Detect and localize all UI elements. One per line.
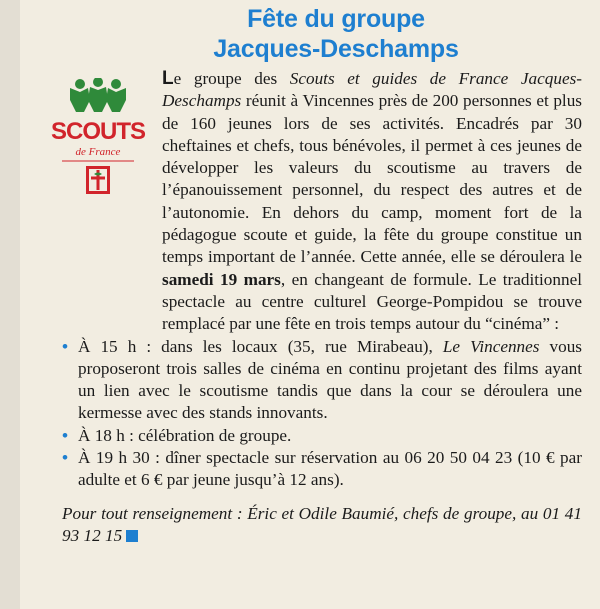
item-emphasis: Le Vincennes <box>442 336 540 356</box>
item-text: À 15 h : dans les locaux (35, rue Mirabeau), <box>78 336 443 356</box>
organisation-name: Scouts et guides de France Jacques-Deschamps <box>162 69 582 111</box>
contact-text: Pour tout renseignement : Éric et Odile Baumié, chefs de groupe, au 01 41 93 12 15 <box>62 503 582 545</box>
drop-cap: L <box>162 68 174 89</box>
title-line-2: Jacques-Deschamps <box>213 35 459 63</box>
article-title <box>196 4 476 64</box>
page-edge <box>0 0 20 609</box>
bullet-icon: • <box>62 448 69 468</box>
schedule-item <box>62 336 582 425</box>
bullet-icon: • <box>62 336 69 356</box>
article-body <box>62 68 582 547</box>
intro-paragraph <box>62 68 582 336</box>
schedule-list <box>62 336 582 492</box>
logo-word: SCOUTS <box>50 118 145 145</box>
title-line-1: Fête du groupe <box>247 5 425 33</box>
contact-line <box>62 503 582 548</box>
logo-subtitle: de France <box>75 146 121 158</box>
item-text-cont: vous proposeront trois salles de cinéma en continu projetant des films ayant un lien avec le scoutisme tandis que dans la cour se déroulera une kermesse avec des stands innovants. <box>78 336 582 423</box>
schedule-item <box>62 425 582 447</box>
end-square-icon <box>126 530 138 542</box>
intro-text-3: , en changeant de formule. Le traditionnel spectacle au centre culturel George-Pompidou se trouve remplacé par une fête en trois temps autour du “cinéma” : <box>162 269 582 334</box>
schedule-item <box>62 447 582 492</box>
intro-text-2: réunit à Vincennes près de 200 personnes et plus de 160 jeunes lors de ses activités. Encadrés par 30 cheftaines et chefs, tous bénévoles, il permet à ces jeunes de développer les valeurs du scoutisme au travers de l’épanouissement personnel, du respect des autres et de l’autonomie. En dehors du camp, moment fort de la pédagogue scoute et guide, la fête du groupe constitue un temps important de l’année. Cette année, elle se déroulera le <box>162 91 582 267</box>
item-text: À 18 h : célébration de groupe. <box>78 425 292 445</box>
event-date: samedi 19 mars <box>162 269 281 289</box>
item-text: À 19 h 30 : dîner spectacle sur réservation au 06 20 50 04 23 (10 € par adulte et 6 € par jeune jusqu’à 12 ans). <box>78 448 582 490</box>
intro-text-1: e groupe des <box>173 69 290 88</box>
bullet-icon: • <box>62 425 69 445</box>
